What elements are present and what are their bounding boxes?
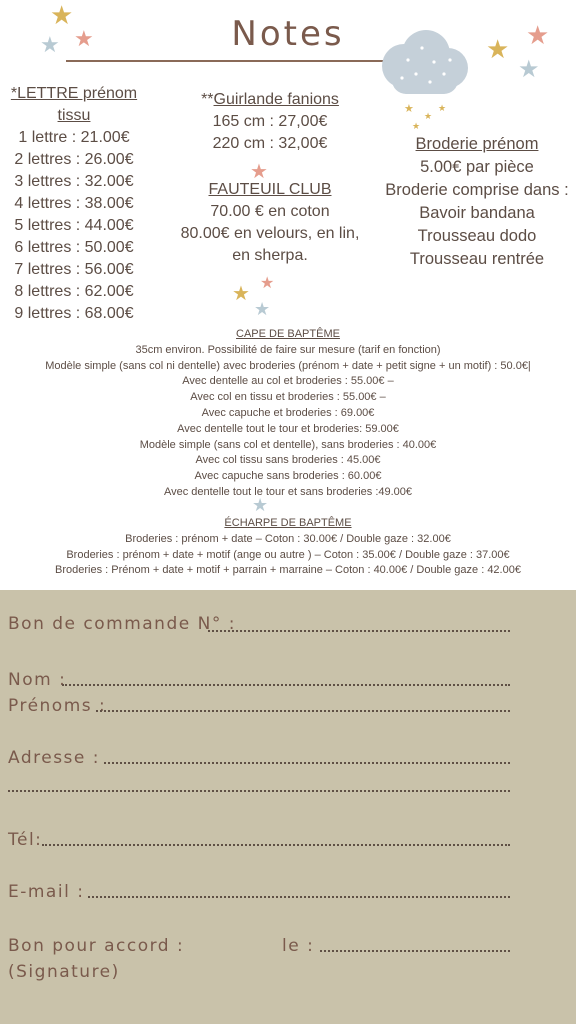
cape-line: Avec col en tissu et broderies : 55.00€ – — [190, 391, 386, 404]
echarpe-line: Broderies : prénom + date + motif (ange ou autre ) – Coton : 35.00€ / Double gaze : 37.00€ — [66, 548, 510, 561]
cape-heading: CAPE DE BAPTÊME — [236, 328, 340, 340]
adresse-field[interactable] — [104, 762, 510, 764]
lettre-price: 8 lettres : 62.00€ — [14, 283, 134, 300]
lettre-section — [4, 83, 144, 325]
bon-commande-field[interactable] — [208, 630, 510, 632]
guirlande-price: 220 cm : 32,00€ — [212, 135, 328, 152]
guirlande-title: Guirlande fanions — [213, 91, 339, 108]
lettre-price: 4 lettres : 38.00€ — [14, 195, 134, 212]
cape-line: Avec col tissu sans broderies : 45.00€ — [195, 454, 381, 467]
echarpe-line: Broderies : prénom + date – Coton : 30.00€ / Double gaze : 32.00€ — [125, 532, 451, 545]
page-title: Notes — [231, 14, 345, 54]
star-icon: ★ — [250, 161, 268, 183]
fauteuil-price: 80.00€ en velours, en lin, — [180, 225, 360, 242]
star-icon: ★ — [40, 32, 60, 57]
lettre-heading-line2: tissu — [57, 107, 91, 124]
prenoms-field[interactable] — [96, 710, 510, 712]
broderie-line: Broderie comprise dans : — [385, 181, 569, 199]
broderie-line: 5.00€ par pièce — [420, 158, 534, 176]
star-icon: ★ — [254, 299, 271, 319]
star-icon: ★ — [518, 56, 540, 83]
cloud-icon — [378, 26, 470, 100]
tel-label: Tél: — [8, 830, 43, 850]
lettre-price: 5 lettres : 44.00€ — [14, 217, 134, 234]
lettre-price: 6 lettres : 50.00€ — [14, 239, 134, 256]
cape-line: 35cm environ. Possibilité de faire sur mesure (tarif en fonction) — [135, 343, 441, 356]
fauteuil-price: en sherpa. — [232, 247, 308, 264]
date-field[interactable] — [320, 950, 510, 952]
bon-accord-label: Bon pour accord : — [8, 936, 185, 956]
cape-line: Modèle simple (sans col ni dentelle) avec broderies (prénom + date + petit signe + un motif) : 50.0€| — [45, 359, 531, 372]
star-icon: ★ — [74, 26, 94, 51]
adresse-field-line2[interactable] — [8, 790, 510, 792]
cape-line: Avec capuche et broderies : 69.00€ — [201, 406, 375, 419]
echarpe-line: Broderies : Prénom + date + motif + parrain + marraine – Coton : 40.00€ / Double gaze : 42.00€ — [55, 564, 521, 577]
echarpe-section — [0, 516, 576, 579]
tel-field[interactable] — [42, 844, 510, 846]
broderie-heading: Broderie prénom — [415, 135, 539, 153]
cape-line: Avec dentelle au col et broderies : 55.00€ – — [182, 375, 394, 388]
adresse-label: Adresse : — [8, 748, 101, 768]
guirlande-price: 165 cm : 27,00€ — [212, 113, 328, 130]
le-label: le : — [282, 936, 315, 956]
fauteuil-heading: FAUTEUIL CLUB — [208, 181, 332, 198]
nom-field[interactable] — [62, 684, 510, 686]
nom-label: Nom : — [8, 670, 67, 690]
star-icon: ★ — [260, 275, 275, 292]
star-icon: ★ — [412, 121, 421, 131]
cape-section — [0, 327, 576, 501]
cape-line: Avec dentelle tout le tour et sans broderies :49.00€ — [163, 485, 413, 498]
title-underline — [66, 60, 386, 62]
lettre-price: 9 lettres : 68.00€ — [14, 305, 134, 322]
lettre-heading: *LETTRE prénom — [10, 85, 138, 102]
broderie-line: Bavoir bandana — [419, 204, 535, 222]
cape-line: Modèle simple (sans col et dentelle), sans broderies : 40.00€ — [139, 438, 437, 451]
star-icon: ★ — [424, 111, 433, 121]
signature-label: (Signature) — [8, 962, 120, 982]
email-label: E-mail : — [8, 882, 85, 902]
star-icon: ★ — [50, 0, 74, 30]
guirlande-section — [172, 89, 368, 267]
lettre-price: 7 lettres : 56.00€ — [14, 261, 134, 278]
order-form — [0, 590, 576, 1024]
echarpe-heading: ÉCHARPE DE BAPTÊME — [224, 517, 352, 529]
star-icon: ★ — [232, 283, 250, 305]
star-icon: ★ — [526, 20, 550, 50]
lettre-price: 1 lettre : 21.00€ — [18, 129, 130, 146]
star-icon: ★ — [252, 495, 269, 515]
broderie-line: Trousseau rentrée — [409, 250, 545, 268]
guirlande-prefix: ** — [201, 91, 214, 108]
cape-line: Avec dentelle tout le tour et broderies: 59.00€ — [177, 422, 399, 435]
cape-line: Avec capuche sans broderies : 60.00€ — [194, 470, 382, 483]
broderie-line: Trousseau dodo — [417, 227, 537, 245]
fauteuil-price: 70.00 € en coton — [210, 203, 330, 220]
star-icon: ★ — [438, 103, 447, 113]
star-icon: ★ — [404, 103, 414, 115]
star-icon: ★ — [486, 34, 510, 64]
lettre-price: 2 lettres : 26.00€ — [14, 151, 134, 168]
prenoms-label: Prénoms : — [8, 696, 107, 716]
bon-commande-label: Bon de commande N° : — [8, 614, 236, 634]
broderie-section — [378, 133, 576, 271]
guirlande-heading — [172, 89, 368, 111]
email-field[interactable] — [88, 896, 510, 898]
lettre-price: 3 lettres : 32.00€ — [14, 173, 134, 190]
